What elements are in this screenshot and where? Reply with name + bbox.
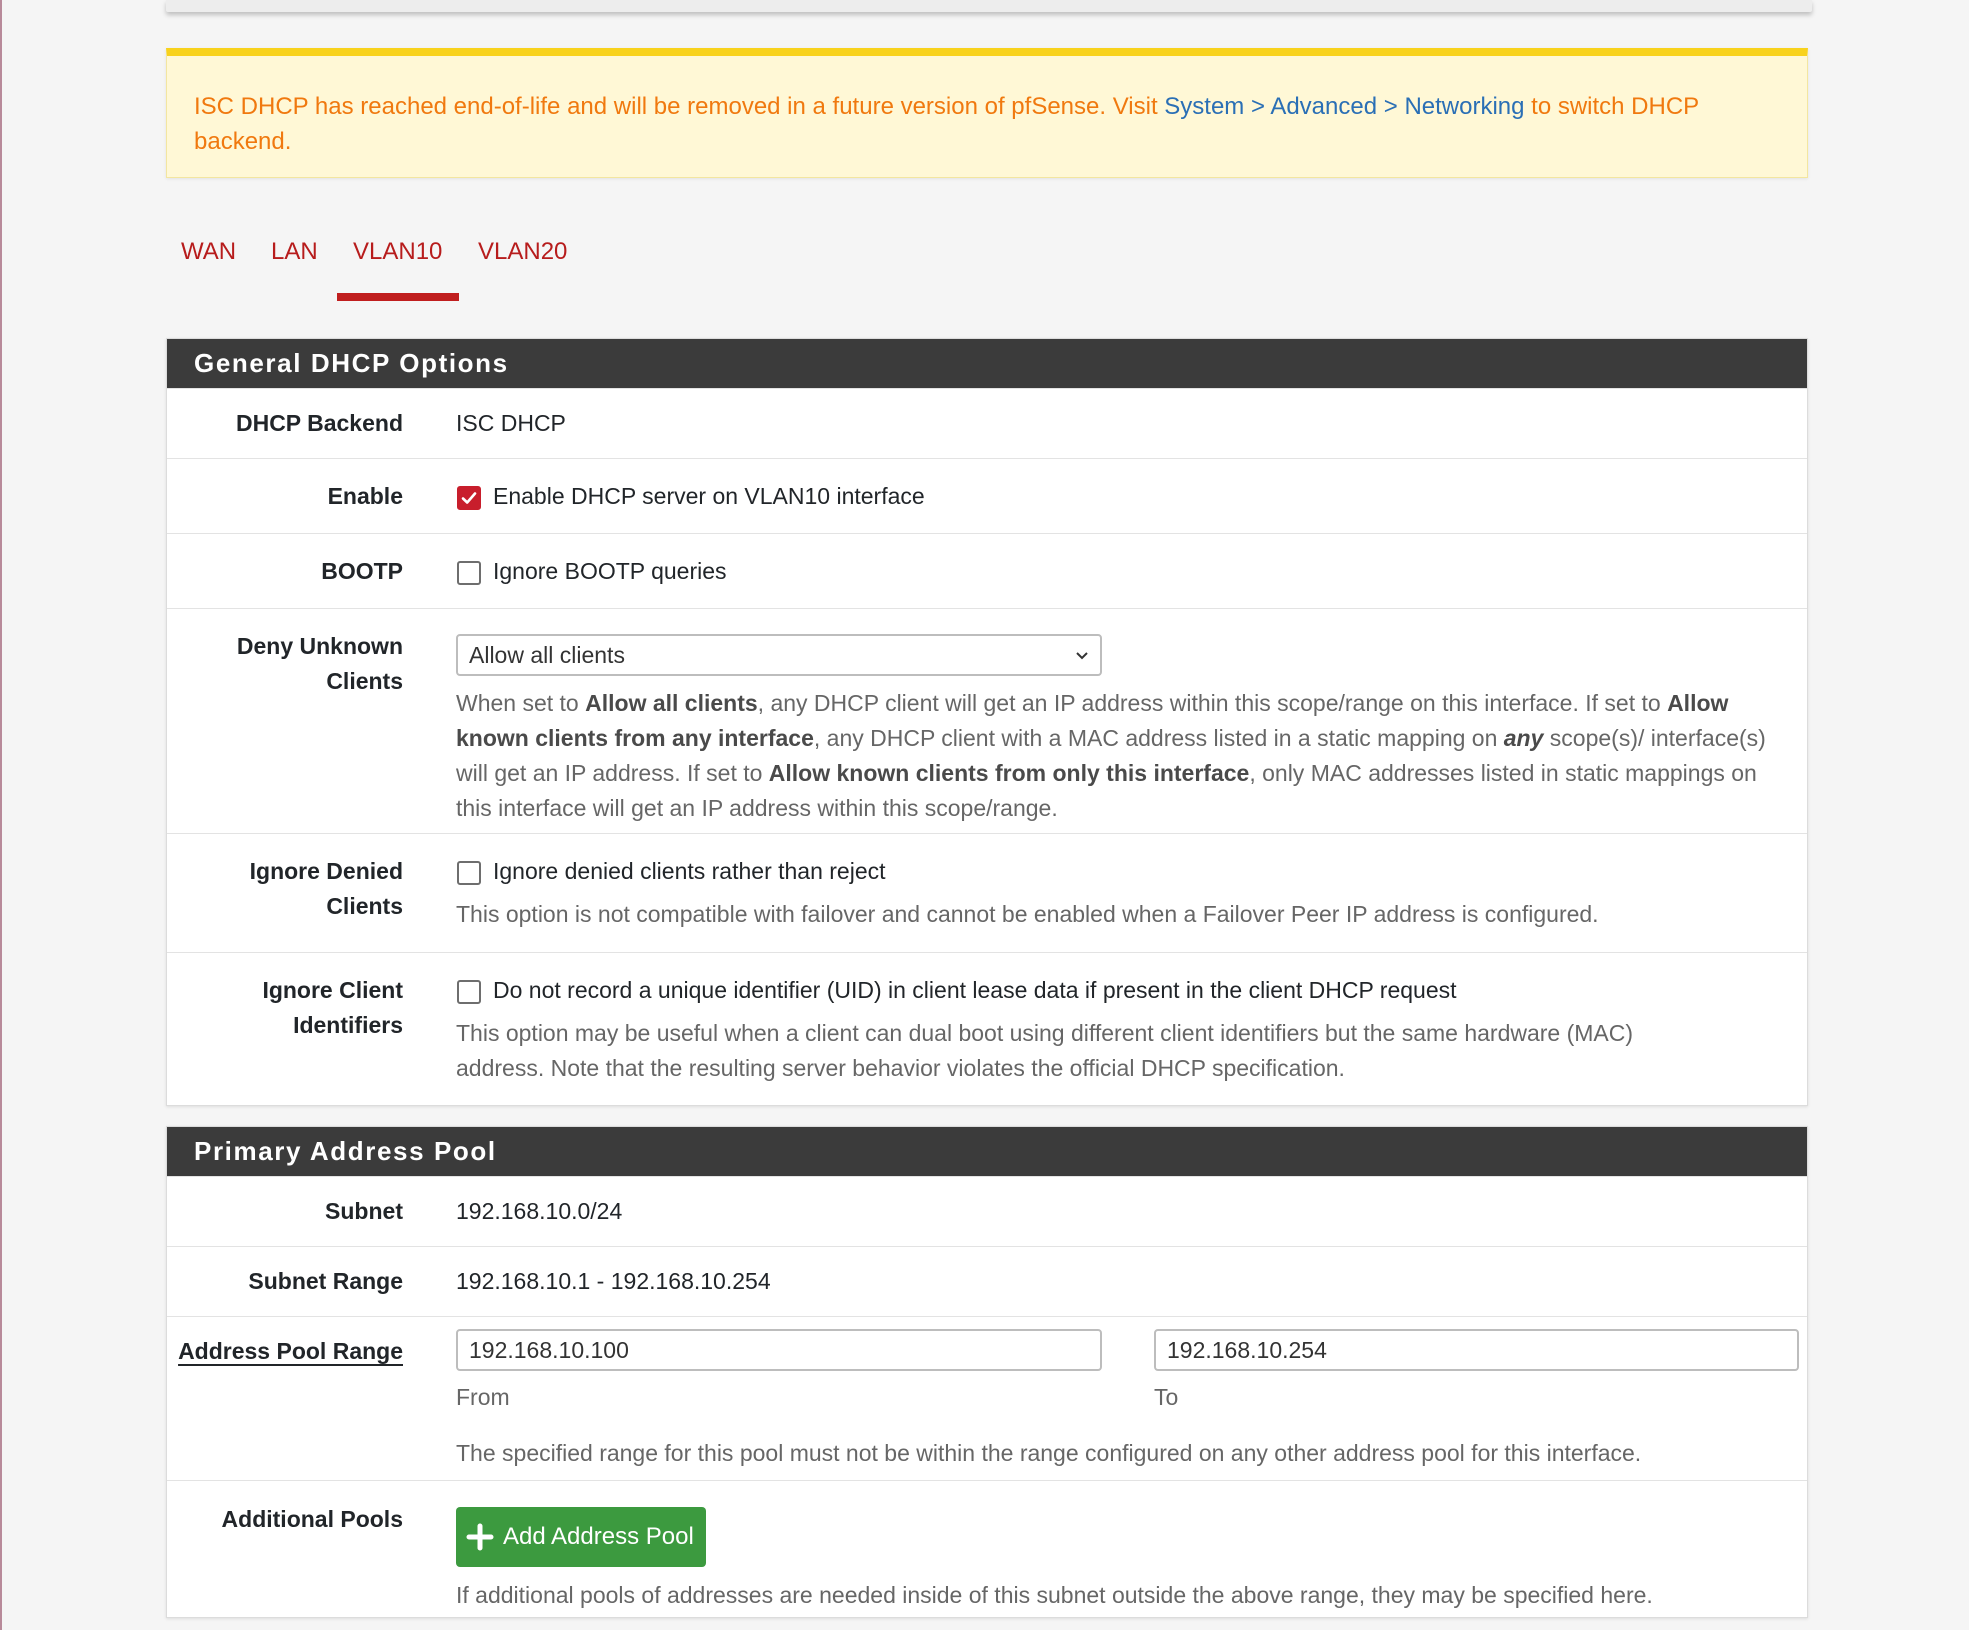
general-dhcp-options-panel (166, 338, 1808, 1106)
row-subnet (167, 1176, 1807, 1246)
ignore-client-ids-checkbox[interactable] (457, 980, 481, 1004)
pool-range-from-input[interactable]: 192.168.10.100 (456, 1329, 1102, 1371)
tab-wan[interactable]: WAN (181, 238, 237, 265)
deny-help-b2: Allow known clients from any interface (456, 690, 1729, 751)
deny-help-b3: any (1503, 725, 1544, 751)
row-ignore-client-identifiers (167, 952, 1807, 1102)
tab-vlan10[interactable]: VLAN10 (353, 238, 443, 265)
row-subnet-range (167, 1246, 1807, 1316)
deny-help-t3: , any DHCP client with a MAC address listed in a static mapping on (813, 725, 1504, 751)
pool-panel-heading: Primary Address Pool (167, 1127, 1807, 1176)
pool-range-to-label: To (1154, 1384, 1179, 1410)
deny-help-t4: scope(s)/ interface(s) will get an IP address. If set to (456, 725, 1766, 786)
bootp-checkbox-label: Ignore BOOTP queries (493, 558, 727, 584)
primary-address-pool-panel (166, 1126, 1808, 1618)
ignore-denied-label-line1: Ignore Denied (249, 858, 403, 884)
deny-unknown-selected: Allow all clients (469, 642, 625, 668)
ignore-client-ids-label (167, 973, 403, 1043)
plus-icon (466, 1523, 494, 1551)
ignore-client-ids-checkbox-label: Do not record a unique identifier (UID) in client lease data if present in the client DHCP request (493, 977, 1457, 1003)
row-enable (167, 458, 1807, 533)
chevron-down-icon (1074, 650, 1090, 662)
bootp-checkbox[interactable] (457, 561, 481, 585)
alert-link-networking[interactable]: Networking (1404, 93, 1525, 120)
bootp-label: BOOTP (321, 558, 403, 584)
active-tab-indicator (337, 293, 459, 301)
enable-label: Enable (327, 483, 403, 509)
dhcp-backend-label: DHCP Backend (235, 410, 403, 436)
row-deny-unknown-clients (167, 608, 1807, 833)
deny-help-b4: Allow known clients from only this interface (768, 760, 1250, 786)
general-panel-heading: General DHCP Options (167, 339, 1807, 388)
subnet-value: 192.168.10.0/24 (456, 1198, 623, 1224)
deny-help-b1: Allow all clients (585, 690, 758, 716)
ignore-denied-checkbox-label: Ignore denied clients rather than reject (493, 858, 886, 884)
tab-lan[interactable]: LAN (271, 238, 318, 265)
deny-unknown-help (456, 686, 1797, 826)
alert-text-after: to switch DHCP backend. (194, 93, 1699, 155)
row-ignore-denied-clients (167, 833, 1807, 952)
alert-link-advanced[interactable]: Advanced (1270, 93, 1378, 120)
ignore-client-ids-label-line1: Ignore Client (262, 977, 403, 1003)
alert-sep-2: > (1377, 93, 1405, 120)
ignore-denied-label-line2: Clients (326, 893, 403, 919)
deny-help-t2: , any DHCP client will get an IP address within this scope/range on this interface. If set to (757, 690, 1668, 716)
ignore-denied-label (167, 854, 403, 924)
deny-unknown-label-line1: Deny Unknown (236, 633, 403, 659)
row-additional-pools (167, 1480, 1807, 1618)
enable-checkbox[interactable] (457, 486, 481, 510)
pool-range-to-input[interactable]: 192.168.10.254 (1154, 1329, 1799, 1371)
pool-range-from-label: From (456, 1384, 510, 1410)
subnet-range-value: 192.168.10.1 - 192.168.10.254 (456, 1268, 771, 1294)
row-dhcp-backend (167, 388, 1807, 458)
ignore-denied-help: This option is not compatible with failover and cannot be enabled when a Failover Peer IP address is configured. (456, 901, 1599, 927)
deny-unknown-label (167, 629, 403, 699)
dhcp-backend-value: ISC DHCP (456, 410, 566, 436)
ignore-client-ids-help: This option may be useful when a client can dual boot using different client identifiers but the same hardware (MAC) address. Note that the resulting server behavior violates the official DHCP specification. (456, 1020, 1634, 1081)
eol-warning-alert (166, 48, 1808, 178)
additional-pools-help: If additional pools of addresses are needed inside of this subnet outside the above range, they may be specified here. (456, 1582, 1653, 1608)
row-address-pool-range (167, 1316, 1807, 1480)
window-left-border (0, 0, 2, 1630)
top-panel-edge (166, 0, 1812, 12)
deny-unknown-label-line2: Clients (326, 668, 403, 694)
ignore-client-ids-label-line2: Identifiers (293, 1012, 403, 1038)
tab-vlan20[interactable]: VLAN20 (478, 238, 568, 265)
deny-help-t1: When set to (456, 690, 586, 716)
address-pool-range-label[interactable]: Address Pool Range (178, 1338, 403, 1364)
subnet-label: Subnet (325, 1198, 403, 1224)
enable-checkbox-label: Enable DHCP server on VLAN10 interface (493, 483, 925, 509)
alert-sep-1: > (1244, 93, 1271, 120)
add-address-pool-button-label: Add Address Pool (503, 1523, 694, 1550)
add-address-pool-button[interactable] (456, 1507, 706, 1567)
subnet-range-label: Subnet Range (248, 1268, 403, 1294)
checkmark-icon (460, 489, 478, 507)
ignore-denied-checkbox[interactable] (457, 861, 481, 885)
deny-help-t5: , only MAC addresses listed in static mappings on this interface will get an IP address within this scope/range. (456, 760, 1757, 821)
deny-unknown-select[interactable] (456, 634, 1102, 676)
alert-link-system[interactable]: System (1164, 93, 1245, 120)
row-bootp (167, 533, 1807, 608)
alert-text-before: ISC DHCP has reached end-of-life and will be removed in a future version of pfSense. Visit (194, 93, 1165, 120)
pool-range-help: The specified range for this pool must not be within the range configured on any other address pool for this interface. (456, 1440, 1642, 1466)
additional-pools-label: Additional Pools (221, 1506, 403, 1532)
